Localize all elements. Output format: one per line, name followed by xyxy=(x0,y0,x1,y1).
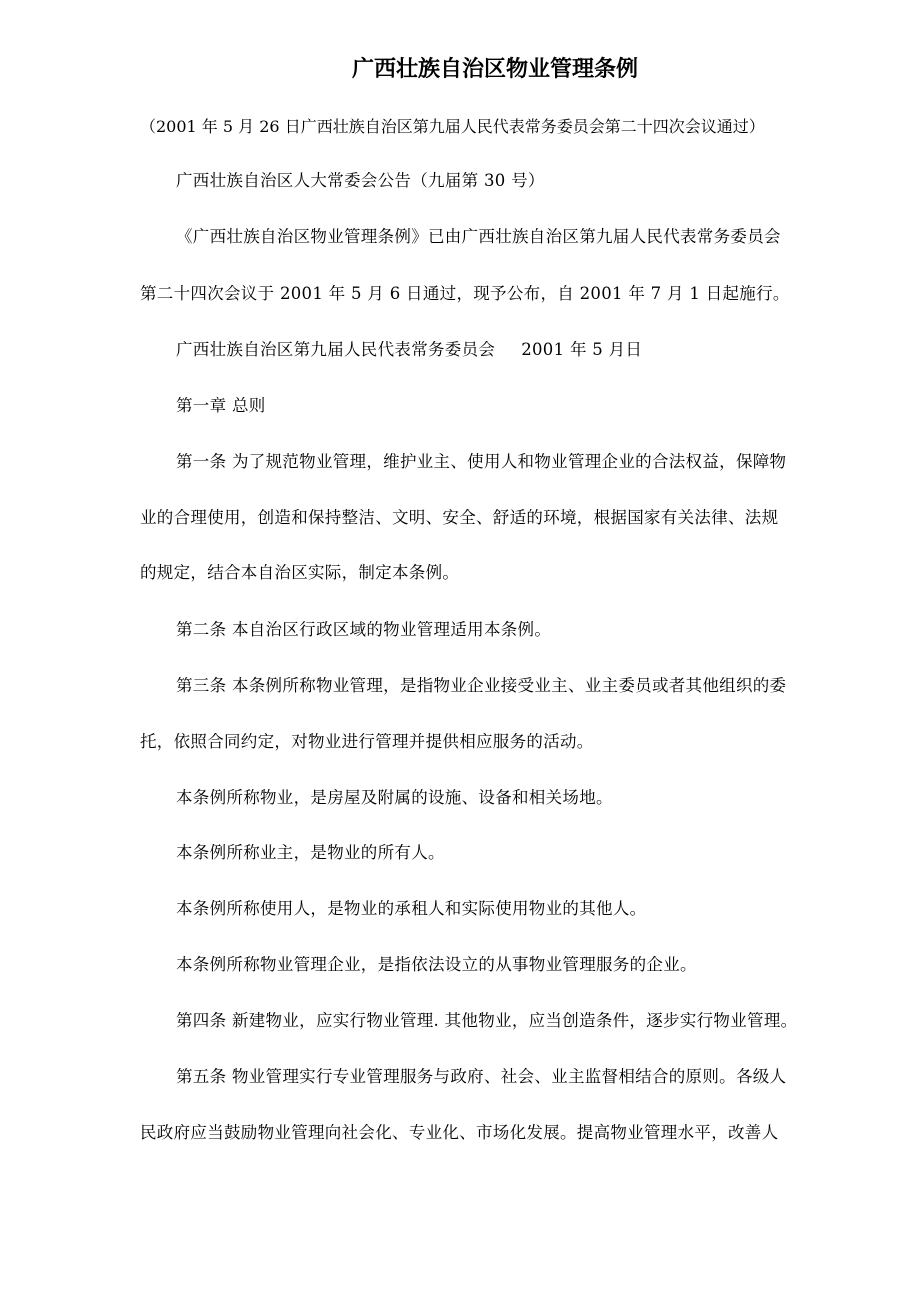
article-1-line: 第一条 为了规范物业管理，维护业主、使用人和物业管理企业的合法权益，保障物 xyxy=(176,452,787,471)
article-4-line: 第四条 新建物业，应实行物业管理. 其他物业，应当创造条件，逐步实行物业管理。 xyxy=(176,1011,798,1030)
article-5-line: 第五条 物业管理实行专业管理服务与政府、社会、业主监督相结合的原则。各级人 xyxy=(176,1067,787,1086)
paragraph-line: 《广西壮族自治区物业管理条例》已由广西壮族自治区第九届人民代表常务委员会 xyxy=(176,227,781,246)
announcement-heading: 广西壮族自治区人大常委会公告（九届第 30 号） xyxy=(176,171,545,190)
definition-line: 本条例所称物业管理企业，是指依法设立的从事物业管理服务的企业。 xyxy=(176,955,697,974)
article-3-line: 第三条 本条例所称物业管理，是指物业企业接受业主、业主委员或者其他组织的委 xyxy=(176,676,787,695)
committee-name: 广西壮族自治区第九届人民代表常务委员会 xyxy=(176,340,496,359)
article-2-line: 第二条 本自治区行政区域的物业管理适用本条例。 xyxy=(176,620,552,639)
article-1-line: 业的合理使用，创造和保持整洁、文明、安全、舒适的环境，根据国家有关法律、法规 xyxy=(140,508,779,527)
definition-line: 本条例所称业主，是物业的所有人。 xyxy=(176,843,445,862)
signature-line xyxy=(176,337,642,363)
signature-date: 2001 年 5 月日 xyxy=(521,340,643,359)
definition-line: 本条例所称物业，是房屋及附属的设施、设备和相关场地。 xyxy=(176,788,613,807)
article-5-line: 民政府应当鼓励物业管理向社会化、专业化、市场化发展。提高物业管理水平，改善人 xyxy=(140,1123,779,1142)
paragraph-line: 第二十四次会议于 2001 年 5 月 6 日通过，现予公布，自 2001 年 7 月 1 日起施行。 xyxy=(140,284,790,303)
article-1-line: 的规定，结合本自治区实际，制定本条例。 xyxy=(140,563,460,582)
chapter-heading: 第一章 总则 xyxy=(176,396,266,415)
definition-line: 本条例所称使用人，是物业的承租人和实际使用物业的其他人。 xyxy=(176,899,647,918)
document-subtitle: （2001 年 5 月 26 日广西壮族自治区第九届人民代表常务委员会第二十四次会议通过） xyxy=(140,117,765,136)
article-3-line: 托，依照合同约定，对物业进行管理并提供相应服务的活动。 xyxy=(140,732,594,751)
document-title: 广西壮族自治区物业管理条例 xyxy=(351,57,638,82)
